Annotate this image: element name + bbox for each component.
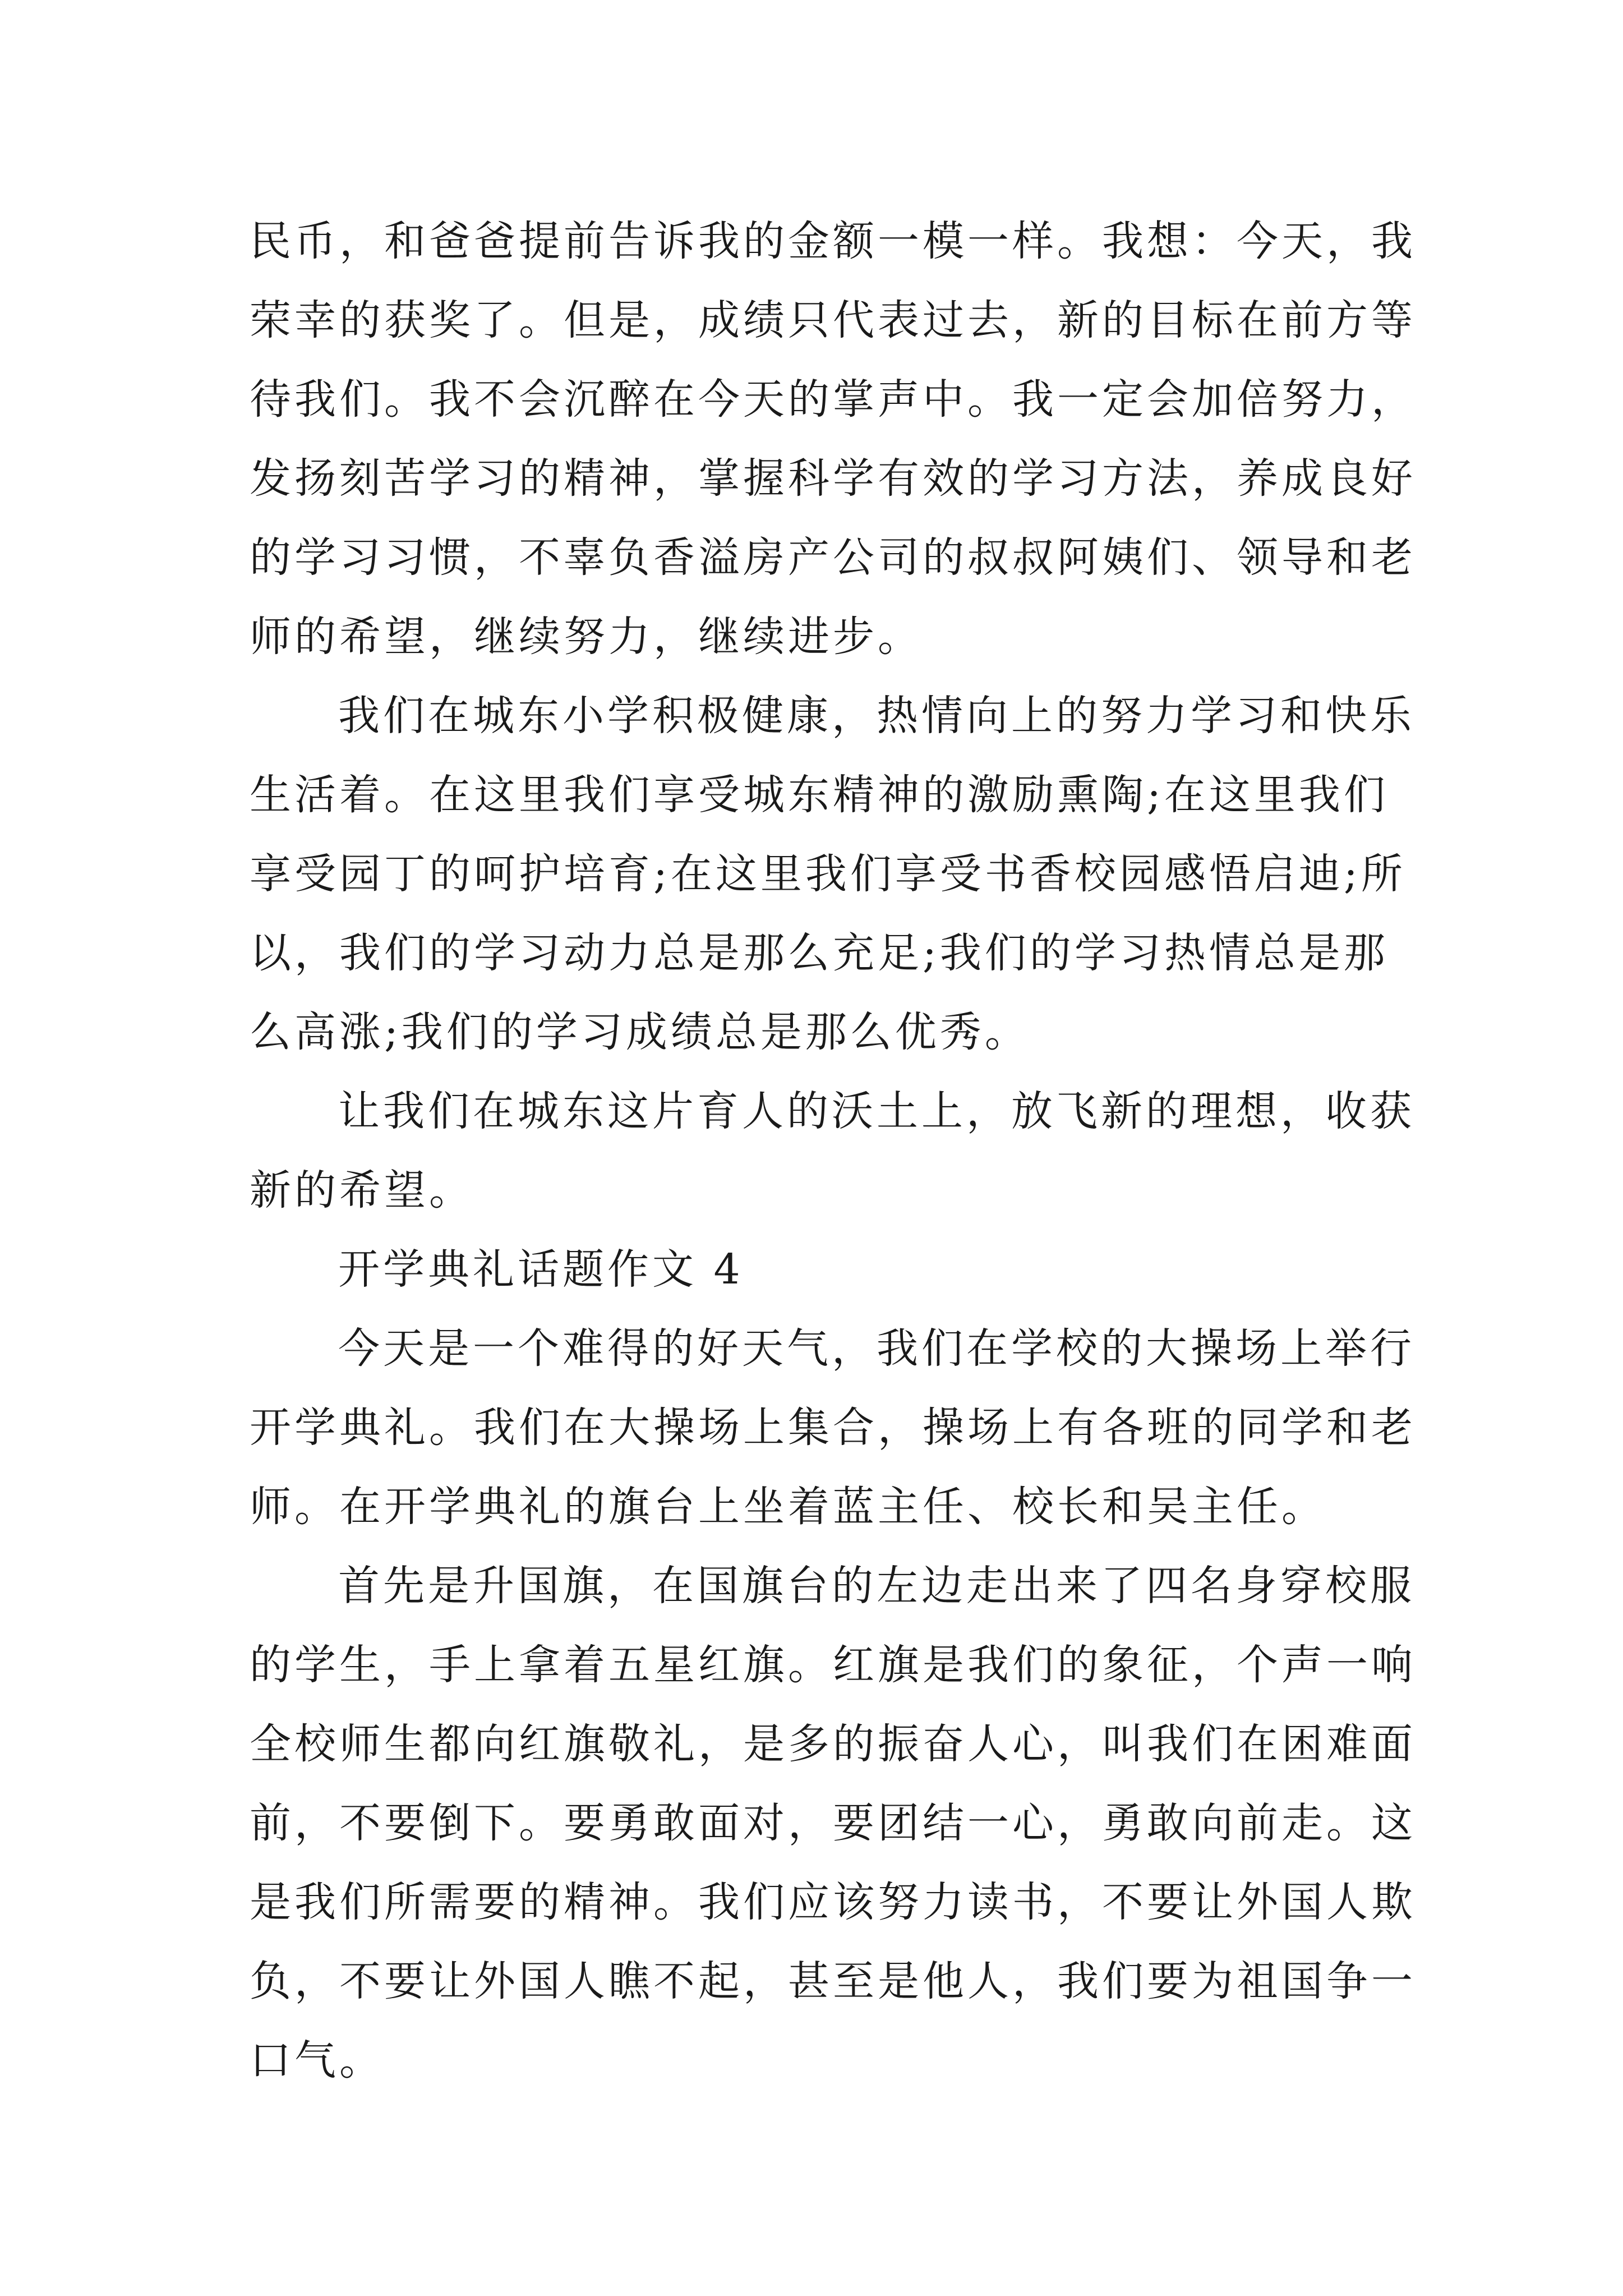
text-line: 享受园丁的呵护培育;在这里我们享受书香校园感悟启迪;所 <box>250 850 1406 898</box>
text-line: 开学典礼。我们在大操场上集合，操场上有各班的同学和老 <box>250 1404 1416 1452</box>
text-line: 待我们。我不会沉醉在今天的掌声中。我一定会加倍努力， <box>250 375 1416 424</box>
paragraph-first-line: 首先是升国旗，在国旗台的左边走出来了四名身穿校服 <box>338 1562 1415 1610</box>
text-line: 生活着。在这里我们享受城东精神的激励熏陶;在这里我们 <box>250 771 1389 819</box>
text-line: 负，不要让外国人瞧不起，甚至是他人，我们要为祖国争一 <box>250 1957 1416 2005</box>
text-line: 是我们所需要的精神。我们应该努力读书，不要让外国人欺 <box>250 1878 1416 1926</box>
text-line: 全校师生都向红旗敬礼，是多的振奋人心，叫我们在困难面 <box>250 1720 1416 1768</box>
section-heading: 开学典礼话题作文 4 <box>338 1245 744 1294</box>
text-line: 荣幸的获奖了。但是，成绩只代表过去，新的目标在前方等 <box>250 296 1416 344</box>
text-line: 么高涨;我们的学习成绩总是那么优秀。 <box>250 1008 1030 1056</box>
text-line: 的学习习惯，不辜负香溢房产公司的叔叔阿姨们、领导和老 <box>250 533 1416 582</box>
text-line: 民币，和爸爸提前告诉我的金额一模一样。我想：今天，我 <box>250 217 1416 265</box>
paragraph-first-line: 让我们在城东这片育人的沃土上，放飞新的理想，收获 <box>338 1087 1415 1135</box>
text-line: 发扬刻苦学习的精神，掌握科学有效的学习方法，养成良好 <box>250 454 1416 503</box>
text-line: 的学生，手上拿着五星红旗。红旗是我们的象征，个声一响 <box>250 1641 1416 1689</box>
paragraph-first-line: 我们在城东小学积极健康，热情向上的努力学习和快乐 <box>338 692 1415 740</box>
text-line: 师的希望，继续努力，继续进步。 <box>250 613 923 661</box>
text-line: 新的希望。 <box>250 1166 474 1214</box>
text-line: 口气。 <box>250 2036 384 2085</box>
paragraph-first-line: 今天是一个难得的好天气，我们在学校的大操场上举行 <box>338 1324 1415 1373</box>
text-line: 师。在开学典礼的旗台上坐着蓝主任、校长和吴主任。 <box>250 1483 1326 1531</box>
text-line: 前，不要倒下。要勇敢面对，要团结一心，勇敢向前走。这 <box>250 1799 1416 1847</box>
text-line: 以，我们的学习动力总是那么充足;我们的学习热情总是那 <box>250 929 1389 977</box>
